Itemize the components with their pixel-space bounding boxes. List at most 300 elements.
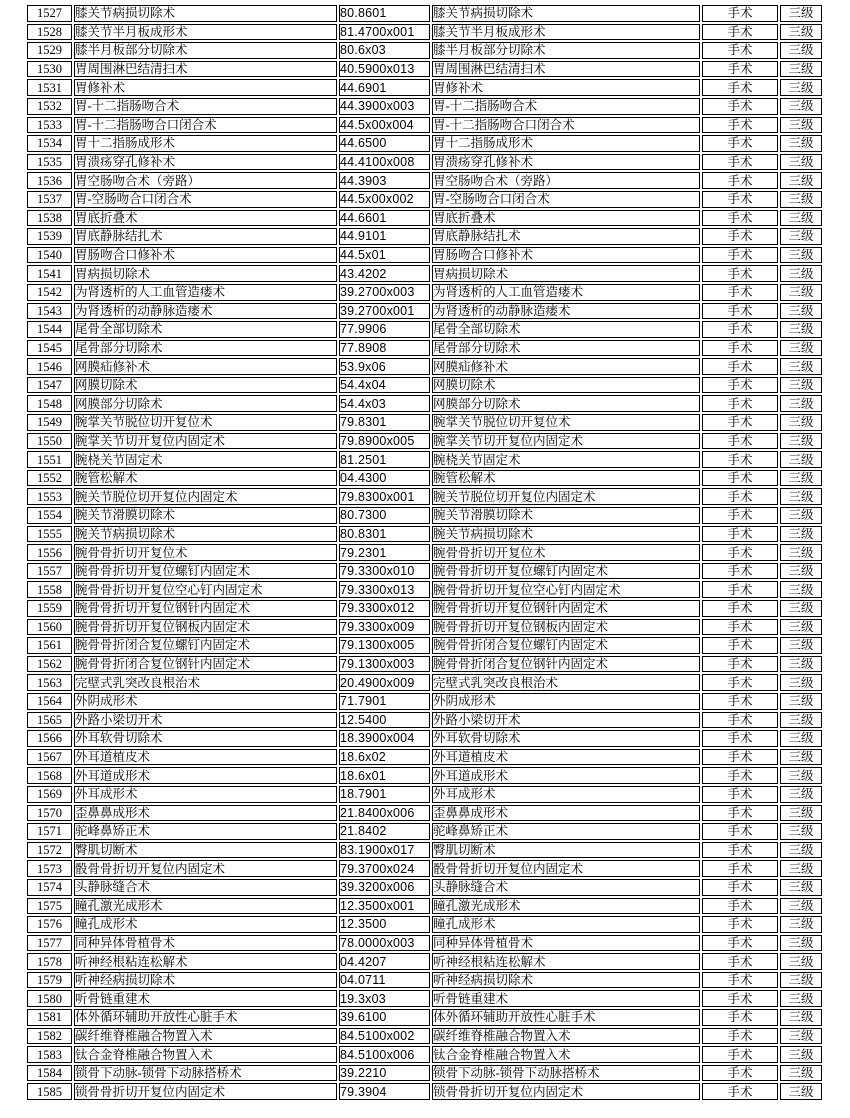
table-row: [27, 79, 822, 96]
level-cell: 三级: [780, 79, 822, 96]
procedure-name-repeat-cell: 外路小梁切开术: [432, 712, 700, 729]
procedure-name-cell: 腕桡关节固定术: [74, 451, 337, 468]
procedure-name-repeat-cell: 瞳孔成形术: [432, 916, 700, 933]
level-cell: 三级: [780, 1046, 822, 1063]
table-row: [27, 823, 822, 840]
category-cell: 手术: [702, 1028, 778, 1045]
procedure-name-cell: 胃十二指肠成形术: [74, 135, 337, 152]
category-cell: 手术: [702, 972, 778, 989]
procedure-name-cell: 骰骨骨折切开复位内固定术: [74, 860, 337, 877]
level-cell: 三级: [780, 805, 822, 822]
category-cell: 手术: [702, 358, 778, 375]
category-cell: 手术: [702, 172, 778, 189]
category-cell: 手术: [702, 619, 778, 636]
row-number-cell: 1578: [27, 953, 72, 970]
category-cell: 手术: [702, 749, 778, 766]
procedure-name-repeat-cell: 胃周围淋巴结清扫术: [432, 61, 700, 78]
row-number-cell: 1542: [27, 284, 72, 301]
procedure-code-cell: 80.6x03: [339, 42, 430, 59]
procedure-code-cell: 39.6100: [339, 1009, 430, 1026]
procedure-name-cell: 腕骨骨折切开复位螺钉内固定术: [74, 563, 337, 580]
procedure-name-repeat-cell: 腕骨骨折闭合复位钢针内固定术: [432, 656, 700, 673]
level-cell: 三级: [780, 619, 822, 636]
row-number-cell: 1547: [27, 377, 72, 394]
procedure-name-repeat-cell: 腕骨骨折闭合复位螺钉内固定术: [432, 637, 700, 654]
procedure-name-repeat-cell: 歪鼻鼻成形术: [432, 805, 700, 822]
table-row: [27, 191, 822, 208]
procedure-code-cell: 21.8400x006: [339, 805, 430, 822]
procedure-name-cell: 听神经病损切除术: [74, 972, 337, 989]
level-cell: 三级: [780, 247, 822, 264]
category-cell: 手术: [702, 860, 778, 877]
category-cell: 手术: [702, 210, 778, 227]
procedure-code-cell: 44.5x00x004: [339, 117, 430, 134]
table-row: [27, 879, 822, 896]
row-number-cell: 1577: [27, 935, 72, 952]
table-row: [27, 619, 822, 636]
procedure-code-cell: 18.3900x004: [339, 730, 430, 747]
procedure-code-cell: 44.9101: [339, 228, 430, 245]
category-cell: 手术: [702, 228, 778, 245]
procedure-name-cell: 胃-十二指肠吻合术: [74, 98, 337, 115]
category-cell: 手术: [702, 637, 778, 654]
level-cell: 三级: [780, 767, 822, 784]
procedure-name-repeat-cell: 腕关节病损切除术: [432, 526, 700, 543]
procedure-name-repeat-cell: 腕掌关节脱位切开复位术: [432, 414, 700, 431]
level-cell: 三级: [780, 154, 822, 171]
table-row: [27, 842, 822, 859]
procedure-code-cell: 39.2700x001: [339, 303, 430, 320]
category-cell: 手术: [702, 842, 778, 859]
category-cell: 手术: [702, 191, 778, 208]
procedure-name-repeat-cell: 胃溃疡穿孔修补术: [432, 154, 700, 171]
level-cell: 三级: [780, 5, 822, 22]
procedure-name-cell: 网膜部分切除术: [74, 395, 337, 412]
procedure-name-cell: 腕掌关节切开复位内固定术: [74, 433, 337, 450]
procedure-name-repeat-cell: 腕骨骨折切开复位螺钉内固定术: [432, 563, 700, 580]
category-cell: 手术: [702, 935, 778, 952]
procedure-name-cell: 膝关节半月板成形术: [74, 24, 337, 41]
table-row: [27, 247, 822, 264]
table-row: [27, 1028, 822, 1045]
procedure-name-repeat-cell: 腕桡关节固定术: [432, 451, 700, 468]
procedure-name-cell: 锁骨骨折切开复位内固定术: [74, 1083, 337, 1100]
procedure-name-cell: 钛合金脊椎融合物置入术: [74, 1046, 337, 1063]
procedure-name-cell: 网膜疝修补术: [74, 358, 337, 375]
row-number-cell: 1583: [27, 1046, 72, 1063]
procedure-name-cell: 外耳道植皮术: [74, 749, 337, 766]
procedure-code-cell: 71.7901: [339, 693, 430, 710]
procedure-name-cell: 腕骨骨折切开复位空心钉内固定术: [74, 581, 337, 598]
row-number-cell: 1543: [27, 303, 72, 320]
procedure-name-repeat-cell: 胃修补术: [432, 79, 700, 96]
level-cell: 三级: [780, 433, 822, 450]
category-cell: 手术: [702, 470, 778, 487]
category-cell: 手术: [702, 823, 778, 840]
row-number-cell: 1551: [27, 451, 72, 468]
row-number-cell: 1541: [27, 265, 72, 282]
category-cell: 手术: [702, 1083, 778, 1100]
row-number-cell: 1550: [27, 433, 72, 450]
category-cell: 手术: [702, 42, 778, 59]
level-cell: 三级: [780, 656, 822, 673]
level-cell: 三级: [780, 42, 822, 59]
procedure-code-cell: 79.3300x010: [339, 563, 430, 580]
procedure-name-repeat-cell: 外耳道植皮术: [432, 749, 700, 766]
procedure-name-cell: 腕关节脱位切开复位内固定术: [74, 488, 337, 505]
category-cell: 手术: [702, 284, 778, 301]
procedure-name-repeat-cell: 外耳软骨切除术: [432, 730, 700, 747]
level-cell: 三级: [780, 972, 822, 989]
row-number-cell: 1539: [27, 228, 72, 245]
procedure-code-cell: 79.3300x009: [339, 619, 430, 636]
level-cell: 三级: [780, 191, 822, 208]
category-cell: 手术: [702, 117, 778, 134]
table-row: [27, 98, 822, 115]
procedure-name-cell: 头静脉缝合术: [74, 879, 337, 896]
level-cell: 三级: [780, 470, 822, 487]
procedure-name-repeat-cell: 瞳孔激光成形术: [432, 898, 700, 915]
table-row: [27, 172, 822, 189]
category-cell: 手术: [702, 1009, 778, 1026]
category-cell: 手术: [702, 674, 778, 691]
procedure-name-repeat-cell: 胃肠吻合口修补术: [432, 247, 700, 264]
table-row: [27, 507, 822, 524]
procedure-code-cell: 44.3900x003: [339, 98, 430, 115]
table-row: [27, 767, 822, 784]
procedure-code-cell: 79.1300x005: [339, 637, 430, 654]
procedure-name-cell: 腕骨骨折闭合复位钢针内固定术: [74, 656, 337, 673]
category-cell: 手术: [702, 5, 778, 22]
row-number-cell: 1549: [27, 414, 72, 431]
category-cell: 手术: [702, 61, 778, 78]
table-row: [27, 61, 822, 78]
level-cell: 三级: [780, 24, 822, 41]
table-row: [27, 228, 822, 245]
table-row: [27, 990, 822, 1007]
procedure-name-cell: 外耳成形术: [74, 786, 337, 803]
procedure-code-cell: 12.3500x001: [339, 898, 430, 915]
level-cell: 三级: [780, 1083, 822, 1100]
procedure-name-repeat-cell: 腕管松解术: [432, 470, 700, 487]
table-row: [27, 693, 822, 710]
procedure-name-cell: 为肾透析的动静脉造瘘术: [74, 303, 337, 320]
row-number-cell: 1570: [27, 805, 72, 822]
row-number-cell: 1559: [27, 600, 72, 617]
level-cell: 三级: [780, 303, 822, 320]
procedure-name-cell: 驼峰鼻矫正术: [74, 823, 337, 840]
procedure-name-repeat-cell: 体外循环辅助开放性心脏手术: [432, 1009, 700, 1026]
category-cell: 手术: [702, 303, 778, 320]
row-number-cell: 1565: [27, 712, 72, 729]
level-cell: 三级: [780, 451, 822, 468]
procedure-name-cell: 腕骨骨折切开复位钢板内固定术: [74, 619, 337, 636]
procedure-name-cell: 瞳孔激光成形术: [74, 898, 337, 915]
procedure-code-cell: 20.4900x009: [339, 674, 430, 691]
table-row: [27, 749, 822, 766]
table-row: [27, 730, 822, 747]
procedure-code-cell: 21.8402: [339, 823, 430, 840]
table-row: [27, 972, 822, 989]
procedure-code-cell: 19.3x03: [339, 990, 430, 1007]
procedure-name-repeat-cell: 膝关节病损切除术: [432, 5, 700, 22]
row-number-cell: 1544: [27, 321, 72, 338]
level-cell: 三级: [780, 340, 822, 357]
row-number-cell: 1574: [27, 879, 72, 896]
procedure-name-repeat-cell: 腕关节脱位切开复位内固定术: [432, 488, 700, 505]
row-number-cell: 1529: [27, 42, 72, 59]
procedure-name-repeat-cell: 胃空肠吻合术（旁路）: [432, 172, 700, 189]
procedure-code-cell: 12.3500: [339, 916, 430, 933]
level-cell: 三级: [780, 1028, 822, 1045]
level-cell: 三级: [780, 544, 822, 561]
procedure-name-cell: 外路小梁切开术: [74, 712, 337, 729]
procedure-name-repeat-cell: 为肾透析的人工血管造瘘术: [432, 284, 700, 301]
procedure-name-cell: 胃溃疡穿孔修补术: [74, 154, 337, 171]
row-number-cell: 1527: [27, 5, 72, 22]
level-cell: 三级: [780, 563, 822, 580]
table-row: [27, 1083, 822, 1100]
procedure-name-repeat-cell: 完壁式乳突改良根治术: [432, 674, 700, 691]
procedure-code-cell: 44.6601: [339, 210, 430, 227]
level-cell: 三级: [780, 526, 822, 543]
row-number-cell: 1580: [27, 990, 72, 1007]
procedure-name-repeat-cell: 听骨链重建术: [432, 990, 700, 1007]
procedure-name-repeat-cell: 驼峰鼻矫正术: [432, 823, 700, 840]
category-cell: 手术: [702, 916, 778, 933]
level-cell: 三级: [780, 674, 822, 691]
table-row: [27, 712, 822, 729]
procedure-name-cell: 同种异体骨植骨术: [74, 935, 337, 952]
procedure-name-repeat-cell: 胃十二指肠成形术: [432, 135, 700, 152]
procedure-name-cell: 歪鼻鼻成形术: [74, 805, 337, 822]
category-cell: 手术: [702, 730, 778, 747]
row-number-cell: 1564: [27, 693, 72, 710]
row-number-cell: 1537: [27, 191, 72, 208]
table-row: [27, 42, 822, 59]
category-cell: 手术: [702, 79, 778, 96]
row-number-cell: 1533: [27, 117, 72, 134]
table-row: [27, 898, 822, 915]
procedure-code-cell: 83.1900x017: [339, 842, 430, 859]
category-cell: 手术: [702, 767, 778, 784]
procedure-code-cell: 43.4202: [339, 265, 430, 282]
level-cell: 三级: [780, 172, 822, 189]
row-number-cell: 1536: [27, 172, 72, 189]
level-cell: 三级: [780, 210, 822, 227]
table-row: [27, 433, 822, 450]
category-cell: 手术: [702, 953, 778, 970]
row-number-cell: 1575: [27, 898, 72, 915]
row-number-cell: 1556: [27, 544, 72, 561]
category-cell: 手术: [702, 377, 778, 394]
procedure-code-cell: 80.8601: [339, 5, 430, 22]
category-cell: 手术: [702, 898, 778, 915]
level-cell: 三级: [780, 61, 822, 78]
row-number-cell: 1573: [27, 860, 72, 877]
procedure-code-cell: 44.3903: [339, 172, 430, 189]
category-cell: 手术: [702, 321, 778, 338]
procedure-name-cell: 为肾透析的人工血管造瘘术: [74, 284, 337, 301]
table-row: [27, 451, 822, 468]
procedure-name-repeat-cell: 腕关节滑膜切除术: [432, 507, 700, 524]
table-row: [27, 805, 822, 822]
category-cell: 手术: [702, 395, 778, 412]
procedure-code-cell: 84.5100x002: [339, 1028, 430, 1045]
category-cell: 手术: [702, 507, 778, 524]
procedure-name-repeat-cell: 胃底静脉结扎术: [432, 228, 700, 245]
category-cell: 手术: [702, 990, 778, 1007]
category-cell: 手术: [702, 1046, 778, 1063]
category-cell: 手术: [702, 879, 778, 896]
level-cell: 三级: [780, 321, 822, 338]
row-number-cell: 1582: [27, 1028, 72, 1045]
procedure-code-cell: 84.5100x006: [339, 1046, 430, 1063]
procedure-name-cell: 腕关节滑膜切除术: [74, 507, 337, 524]
procedure-code-cell: 78.0000x003: [339, 935, 430, 952]
table-row: [27, 563, 822, 580]
category-cell: 手术: [702, 451, 778, 468]
procedure-name-repeat-cell: 钛合金脊椎融合物置入术: [432, 1046, 700, 1063]
level-cell: 三级: [780, 637, 822, 654]
row-number-cell: 1560: [27, 619, 72, 636]
procedure-name-cell: 膝关节病损切除术: [74, 5, 337, 22]
procedure-name-repeat-cell: 锁骨骨折切开复位内固定术: [432, 1083, 700, 1100]
procedure-name-cell: 腕关节病损切除术: [74, 526, 337, 543]
row-number-cell: 1579: [27, 972, 72, 989]
category-cell: 手术: [702, 1065, 778, 1082]
level-cell: 三级: [780, 730, 822, 747]
row-number-cell: 1554: [27, 507, 72, 524]
row-number-cell: 1545: [27, 340, 72, 357]
table-row: [27, 210, 822, 227]
procedure-name-cell: 外耳道成形术: [74, 767, 337, 784]
procedure-name-cell: 听神经根粘连松解术: [74, 953, 337, 970]
level-cell: 三级: [780, 488, 822, 505]
table-row: [27, 303, 822, 320]
procedure-name-cell: 尾骨部分切除术: [74, 340, 337, 357]
procedure-name-cell: 腕掌关节脱位切开复位术: [74, 414, 337, 431]
table-row: [27, 786, 822, 803]
row-number-cell: 1548: [27, 395, 72, 412]
level-cell: 三级: [780, 693, 822, 710]
procedure-code-cell: 81.4700x001: [339, 24, 430, 41]
procedure-name-cell: 胃修补术: [74, 79, 337, 96]
procedure-name-repeat-cell: 尾骨部分切除术: [432, 340, 700, 357]
procedure-name-repeat-cell: 外耳成形术: [432, 786, 700, 803]
procedure-code-cell: 04.0711: [339, 972, 430, 989]
procedure-name-cell: 尾骨全部切除术: [74, 321, 337, 338]
category-cell: 手术: [702, 581, 778, 598]
procedure-name-cell: 瞳孔成形术: [74, 916, 337, 933]
procedure-code-cell: 77.9906: [339, 321, 430, 338]
category-cell: 手术: [702, 247, 778, 264]
category-cell: 手术: [702, 693, 778, 710]
procedure-code-cell: 79.3700x024: [339, 860, 430, 877]
category-cell: 手术: [702, 526, 778, 543]
row-number-cell: 1563: [27, 674, 72, 691]
procedure-name-repeat-cell: 外阴成形术: [432, 693, 700, 710]
row-number-cell: 1528: [27, 24, 72, 41]
procedure-name-cell: 外耳软骨切除术: [74, 730, 337, 747]
procedure-name-repeat-cell: 网膜疝修补术: [432, 358, 700, 375]
category-cell: 手术: [702, 135, 778, 152]
procedure-name-repeat-cell: 胃-空肠吻合口闭合术: [432, 191, 700, 208]
table-row: [27, 1009, 822, 1026]
procedure-name-cell: 胃空肠吻合术（旁路）: [74, 172, 337, 189]
category-cell: 手术: [702, 805, 778, 822]
table-row: [27, 860, 822, 877]
category-cell: 手术: [702, 98, 778, 115]
level-cell: 三级: [780, 898, 822, 915]
table-row: [27, 321, 822, 338]
procedure-name-repeat-cell: 外耳道成形术: [432, 767, 700, 784]
procedure-name-cell: 网膜切除术: [74, 377, 337, 394]
row-number-cell: 1540: [27, 247, 72, 264]
procedure-code-cell: 79.1300x003: [339, 656, 430, 673]
table-row: [27, 117, 822, 134]
procedure-name-cell: 胃底折叠术: [74, 210, 337, 227]
category-cell: 手术: [702, 786, 778, 803]
row-number-cell: 1584: [27, 1065, 72, 1082]
procedure-name-cell: 外阴成形术: [74, 693, 337, 710]
procedure-name-cell: 胃病损切除术: [74, 265, 337, 282]
level-cell: 三级: [780, 990, 822, 1007]
procedure-name-cell: 碳纤维脊椎融合物置入术: [74, 1028, 337, 1045]
procedure-code-cell: 18.7901: [339, 786, 430, 803]
row-number-cell: 1576: [27, 916, 72, 933]
row-number-cell: 1534: [27, 135, 72, 152]
level-cell: 三级: [780, 786, 822, 803]
category-cell: 手术: [702, 712, 778, 729]
procedure-name-cell: 胃底静脉结扎术: [74, 228, 337, 245]
row-number-cell: 1558: [27, 581, 72, 598]
row-number-cell: 1557: [27, 563, 72, 580]
level-cell: 三级: [780, 117, 822, 134]
row-number-cell: 1561: [27, 637, 72, 654]
procedure-name-repeat-cell: 腕掌关节切开复位内固定术: [432, 433, 700, 450]
table-row: [27, 24, 822, 41]
category-cell: 手术: [702, 488, 778, 505]
procedure-name-repeat-cell: 尾骨全部切除术: [432, 321, 700, 338]
procedure-code-cell: 79.8300x001: [339, 488, 430, 505]
category-cell: 手术: [702, 154, 778, 171]
table-row: [27, 935, 822, 952]
category-cell: 手术: [702, 544, 778, 561]
table-row: [27, 414, 822, 431]
procedure-name-cell: 腕管松解术: [74, 470, 337, 487]
row-number-cell: 1581: [27, 1009, 72, 1026]
category-cell: 手术: [702, 433, 778, 450]
procedure-code-cell: 44.5x00x002: [339, 191, 430, 208]
procedure-name-repeat-cell: 头静脉缝合术: [432, 879, 700, 896]
procedure-code-cell: 39.2700x003: [339, 284, 430, 301]
procedure-name-repeat-cell: 腕骨骨折切开复位钢针内固定术: [432, 600, 700, 617]
procedure-name-repeat-cell: 腕骨骨折切开复位术: [432, 544, 700, 561]
level-cell: 三级: [780, 228, 822, 245]
category-cell: 手术: [702, 414, 778, 431]
level-cell: 三级: [780, 377, 822, 394]
level-cell: 三级: [780, 284, 822, 301]
procedure-name-cell: 听骨链重建术: [74, 990, 337, 1007]
level-cell: 三级: [780, 842, 822, 859]
procedure-name-cell: 胃肠吻合口修补术: [74, 247, 337, 264]
level-cell: 三级: [780, 1009, 822, 1026]
procedure-code-cell: 39.2210: [339, 1065, 430, 1082]
table-row: [27, 340, 822, 357]
procedure-code-cell: 79.3904: [339, 1083, 430, 1100]
procedure-code-cell: 39.3200x006: [339, 879, 430, 896]
